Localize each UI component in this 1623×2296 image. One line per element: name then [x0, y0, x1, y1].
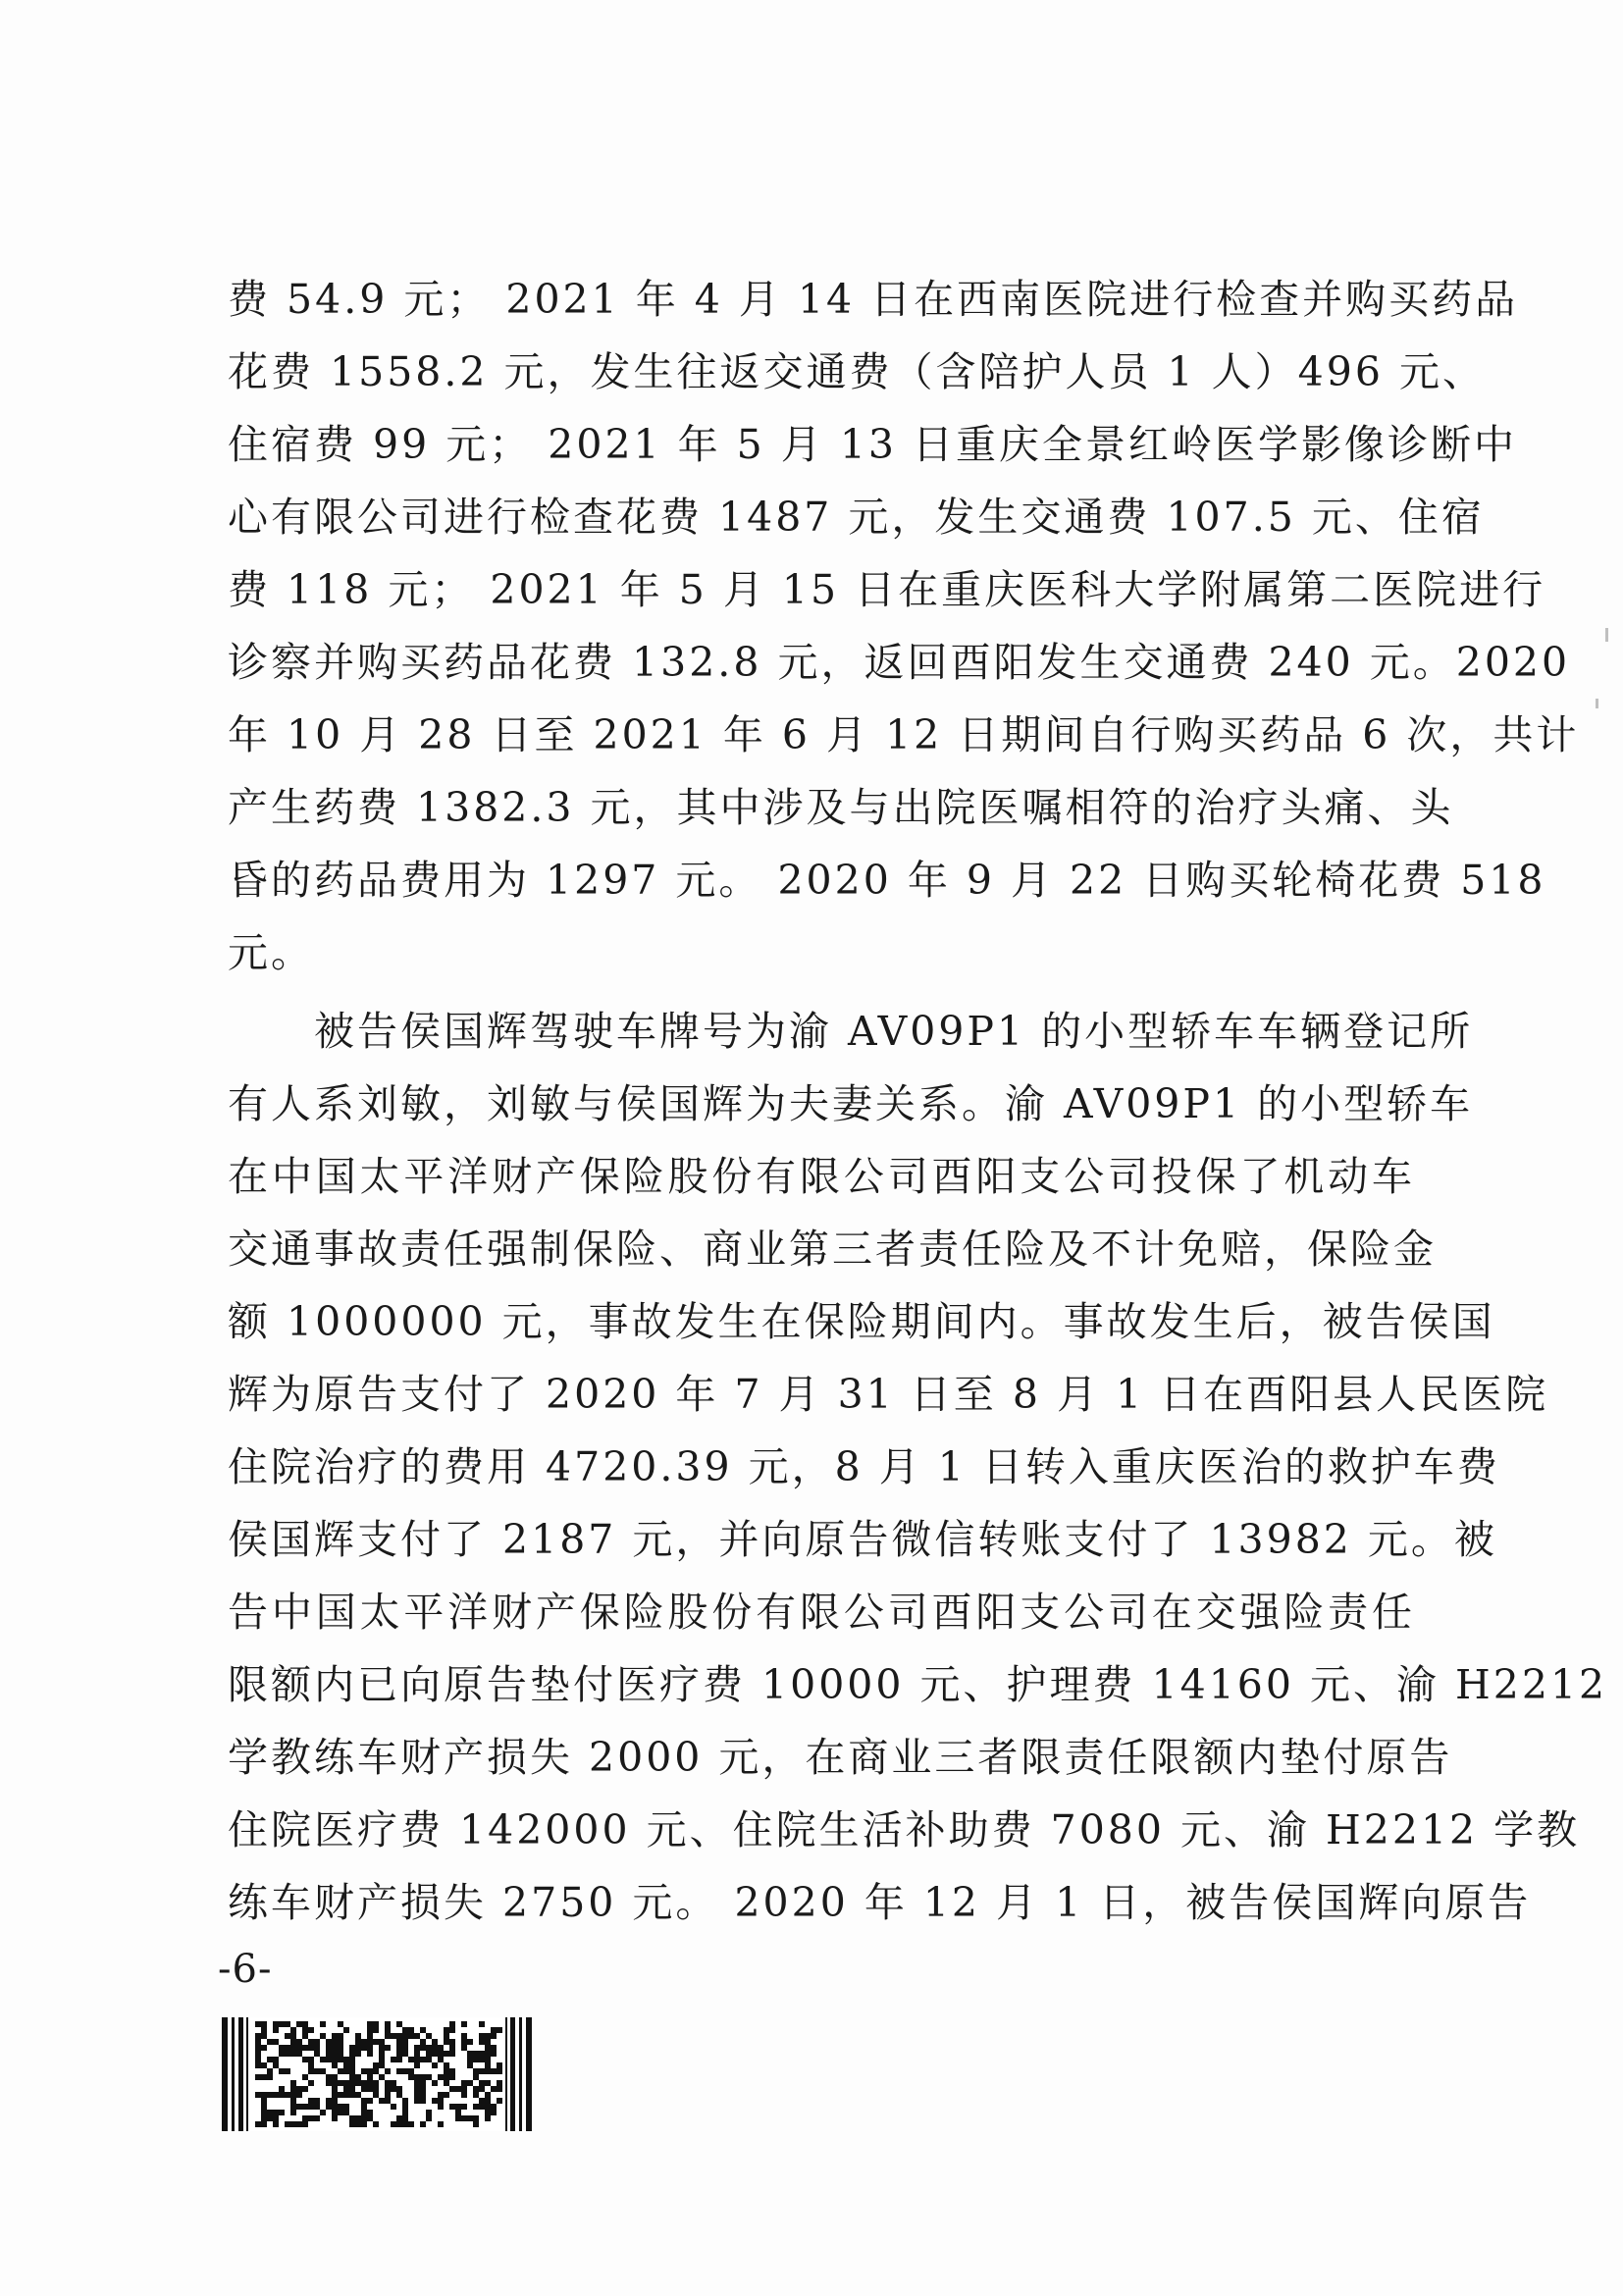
text-line: 额 1000000 元，事故发生在保险期间内。事故发生后，被告侯国 — [228, 1298, 1495, 1345]
text-line: 住院治疗的费用 4720.39 元，8 月 1 日转入重庆医治的救护车费 — [228, 1443, 1500, 1490]
text-line: 学教练车财产损失 2000 元，在商业三者限责任限额内垫付原告 — [228, 1734, 1453, 1781]
text-line: 练车财产损失 2750 元。 2020 年 12 月 1 日，被告侯国辉向原告 — [228, 1879, 1532, 1926]
text-line: 侯国辉支付了 2187 元，并向原告微信转账支付了 13982 元。被 — [228, 1516, 1497, 1563]
paragraph-2 — [228, 995, 1608, 1939]
text-line: 产生药费 1382.3 元，其中涉及与出院医嘱相符的治疗头痛、头 — [228, 784, 1454, 831]
text-line: 有人系刘敏，刘敏与侯国辉为夫妻关系。渝 AV09P1 的小型轿车 — [228, 1080, 1474, 1127]
text-line: 心有限公司进行检查花费 1487 元，发生交通费 107.5 元、住宿 — [228, 494, 1485, 541]
text-line: 昏的药品费用为 1297 元。 2020 年 9 月 22 日购买轮椅花费 518 — [228, 857, 1546, 904]
judgment-body-text — [228, 263, 1608, 1939]
text-line: 住宿费 99 元； 2021 年 5 月 13 日重庆全景红岭医学影像诊断中 — [228, 421, 1518, 468]
paragraph-1 — [228, 263, 1580, 989]
scan-mark — [1605, 628, 1608, 642]
scan-mark — [1596, 699, 1598, 708]
page-number: -6- — [218, 1947, 273, 1992]
text-line: 告中国太平洋财产保险股份有限公司酉阳支公司在交强险责任 — [228, 1589, 1415, 1636]
text-line: 元。 — [228, 929, 314, 976]
text-line: 年 10 月 28 日至 2021 年 6 月 12 日期间自行购买药品 6 次，共计 — [228, 711, 1580, 758]
text-line: 被告侯国辉驾驶车牌号为渝 AV09P1 的小型轿车车辆登记所 — [314, 1008, 1474, 1055]
text-line: 限额内已向原告垫付医疗费 10000 元、护理费 14160 元、渝 H2212 — [228, 1661, 1608, 1708]
text-line: 住院医疗费 142000 元、住院生活补助费 7080 元、渝 H2212 学教 — [228, 1806, 1581, 1853]
text-line: 诊察并购买药品花费 132.8 元，返回酉阳发生交通费 240 元。2020 — [228, 639, 1571, 686]
text-line: 花费 1558.2 元，发生往返交通费（含陪护人员 1 人）496 元、 — [228, 348, 1486, 395]
text-line: 费 118 元； 2021 年 5 月 15 日在重庆医科大学附属第二医院进行 — [228, 566, 1546, 613]
text-line: 辉为原告支付了 2020 年 7 月 31 日至 8 月 1 日在酉阳县人民医院 — [228, 1371, 1549, 1418]
text-line: 在中国太平洋财产保险股份有限公司酉阳支公司投保了机动车 — [228, 1153, 1415, 1200]
text-line: 交通事故责任强制保险、商业第三者责任险及不计免赔，保险金 — [228, 1226, 1437, 1273]
2d-barcode-icon — [222, 2017, 532, 2131]
text-line: 费 54.9 元； 2021 年 4 月 14 日在西南医院进行检查并购买药品 — [228, 276, 1519, 323]
